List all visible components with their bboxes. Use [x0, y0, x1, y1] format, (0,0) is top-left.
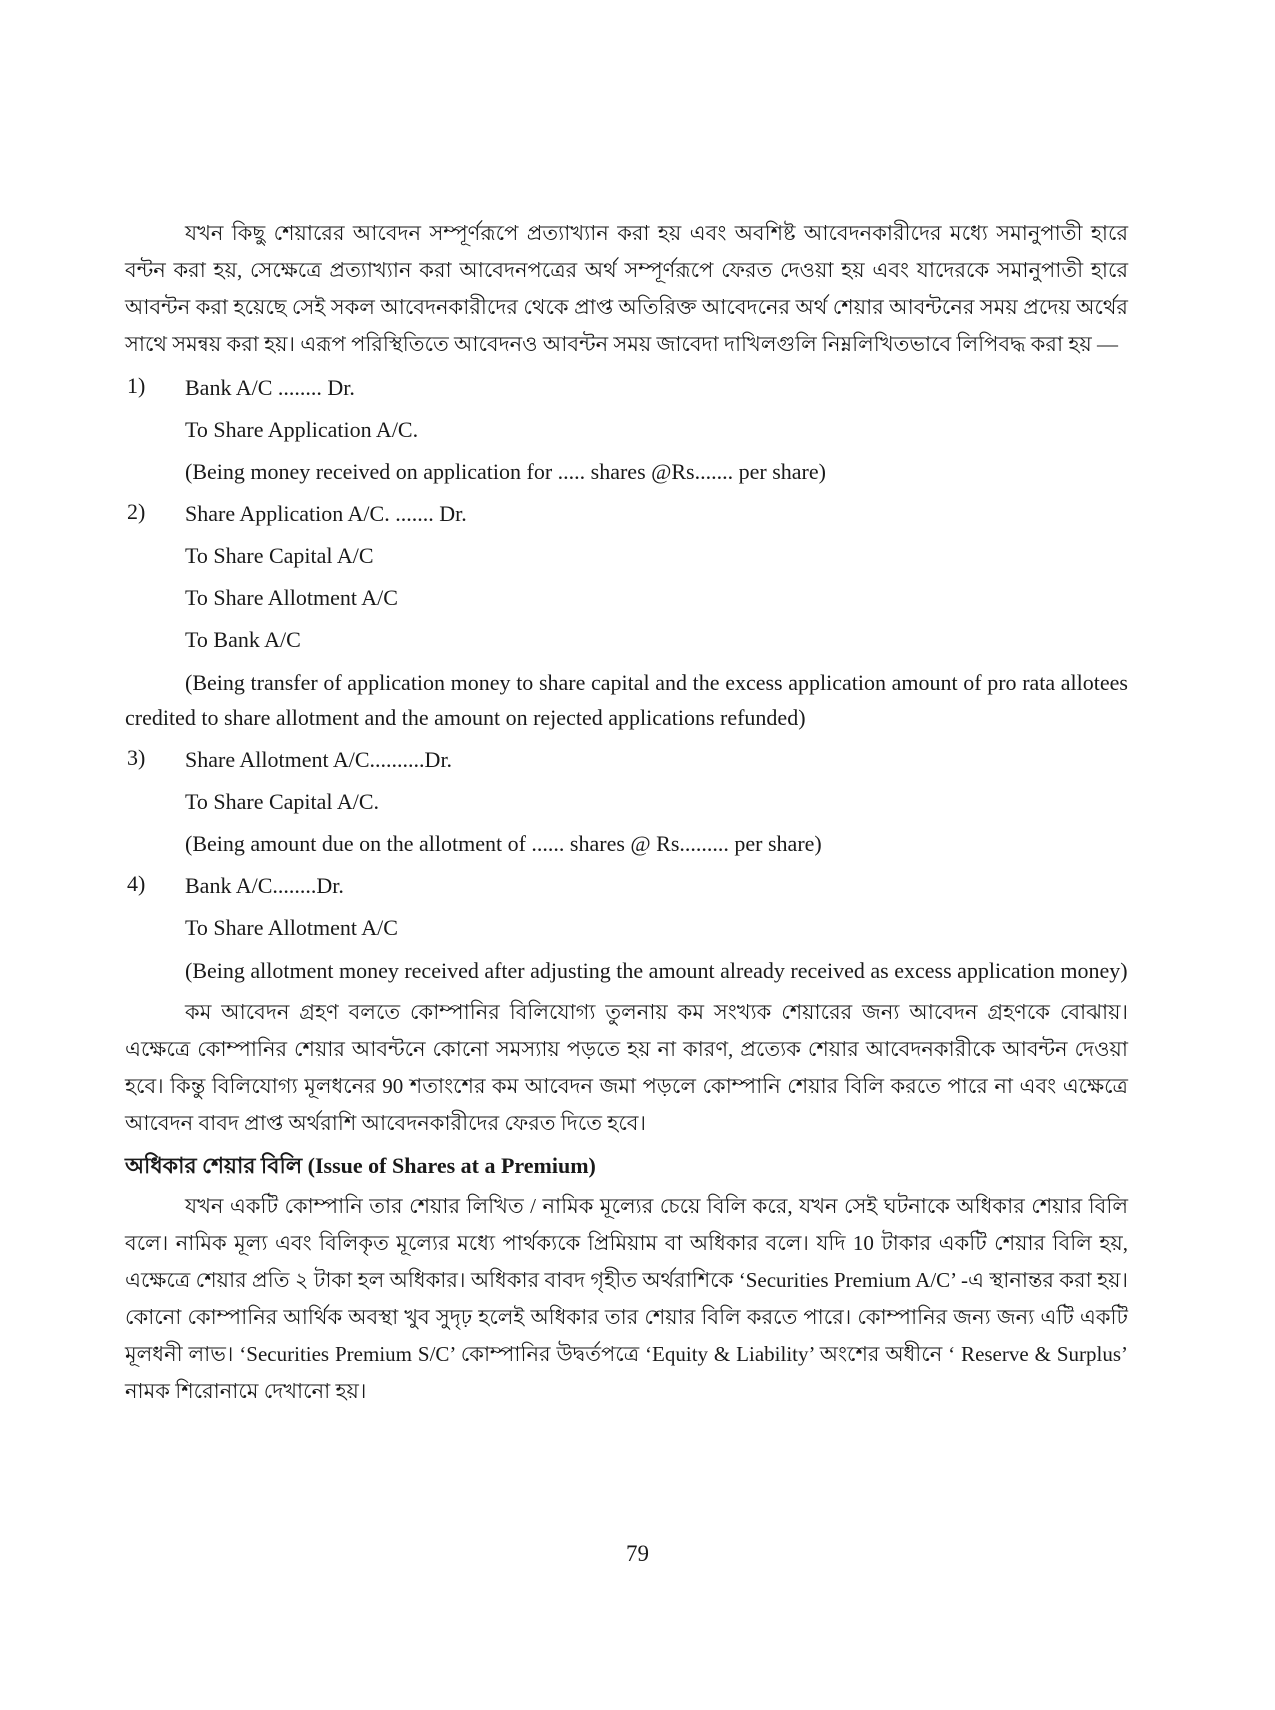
intro-paragraph: যখন কিছু শেয়ারের আবেদন সম্পূর্ণরূপে প্রত্যাখ্যান করা হয় এবং অবশিষ্ট আবেদনকারীদের মধ্যে সমানুপাতী হারে বন্টন করা হয়, সেক্ষেত্রে প্রত্যাখ্যান করা আবেদনপত্রের অর্থ সম্পূর্ণরূপে ফেরত দেওয়া হয় এবং যাদেরকে সমানুপাতী হারে আবন্টন করা হয়েছে সেই সকল আবেদনকারীদের থেকে প্রাপ্ত অতিরিক্ত আবেদনের অর্থ শেয়ার আবন্টনের সময় প্রদেয় অর্থের সাথে সমন্বয় করা হয়। এরূপ পরিস্থিতিতে আবেদনও আবন্টন সময় জাবেদা দাখিলগুলি নিম্নলিখিতভাবে লিপিবদ্ধ করা হয় —	[125, 221, 1128, 356]
entry-line: Share Allotment A/C..........Dr.	[185, 747, 453, 772]
entry-narration: (Being money received on application for ..... shares @Rs....... per share)	[185, 459, 826, 484]
premium-paragraph: যখন একটি কোম্পানি তার শেয়ার লিখিত / নামিক মূল্যের চেয়ে বিলি করে, যখন সেই ঘটনাকে অধিকার শেয়ার বিলি বলে। নামিক মূল্য এবং বিলিকৃত মূল্যের মধ্যে পার্থক্যকে প্রিমিয়াম বা অধিকার বলে। যদি 10 টাকার একটি শেয়ার বিলি হয়, এক্ষেত্রে শেয়ার প্রতি ২ টাকা হল অধিকার। অধিকার বাবদ গৃহীত অর্থরাশিকে ‘Securities Premium A/C’ -এ স্থানান্তর করা হয়। কোনো কোম্পানির আর্থিক অবস্থা খুব সুদৃঢ় হলেই অধিকার তার শেয়ার বিলি করতে পারে। কোম্পানির জন্য জন্য এটি একটি মূলধনী লাভ। ‘Securities Premium S/C’ কোম্পানির উদ্বর্তপত্রে ‘Equity & Liability’ অংশের অধীনে ‘ Reserve & Surplus’ নামক শিরোনামে দেখানো হয়।	[125, 1194, 1128, 1403]
entry-line: Bank A/C........Dr.	[185, 873, 344, 898]
entry-number: 3)	[127, 745, 146, 770]
entry-line: To Share Capital A/C	[185, 543, 374, 568]
page-number: 79	[626, 1541, 649, 1566]
journal-entry-2	[125, 493, 1128, 735]
journal-entry-3	[125, 739, 1128, 865]
section-heading: অধিকার শেয়ার বিলি (Issue of Shares at a Premium)	[125, 1153, 596, 1178]
entry-line: To Share Allotment A/C	[185, 585, 398, 610]
journal-entry-1	[125, 367, 1128, 493]
journal-entry-4	[125, 865, 1128, 988]
entry-line: To Share Application A/C.	[185, 417, 419, 442]
entry-number: 4)	[127, 871, 146, 896]
entry-line: Share Application A/C. ....... Dr.	[185, 501, 467, 526]
entry-line: Bank A/C ........ Dr.	[185, 375, 355, 400]
entry-line: To Bank A/C	[185, 627, 301, 652]
entry-line: To Share Allotment A/C	[185, 915, 398, 940]
entry-line: To Share Capital A/C.	[185, 789, 379, 814]
under-subscription-paragraph: কম আবেদন গ্রহণ বলতে কোম্পানির বিলিযোগ্য তুলনায় কম সংখ্যক শেয়ারের জন্য আবেদন গ্রহণকে বোঝায়। এক্ষেত্রে কোম্পানির শেয়ার আবন্টনে কোনো সমস্যায় পড়তে হয় না কারণ, প্রত্যেক শেয়ার আবেদনকারীকে আবন্টন দেওয়া হবে। কিন্তু বিলিযোগ্য মূলধনের 90 শতাংশের কম আবেদন জমা পড়লে কোম্পানি শেয়ার বিলি করতে পারে না এবং এক্ষেত্রে আবেদন বাবদ প্রাপ্ত অর্থরাশি আবেদনকারীদের ফেরত দিতে হবে।	[125, 1000, 1128, 1135]
entry-narration: (Being amount due on the allotment of ...... shares @ Rs......... per share)	[185, 831, 822, 856]
entry-number: 2)	[127, 499, 146, 524]
entry-narration: (Being allotment money received after adjusting the amount already received as excess application money)	[185, 958, 1128, 983]
page-content	[125, 215, 1128, 1410]
journal-entries	[125, 367, 1128, 988]
entry-number: 1)	[127, 373, 146, 398]
entry-narration: (Being transfer of application money to share capital and the excess application amount of pro rata allotees credited to share allotment and the amount on rejected applications refunded)	[125, 670, 1128, 730]
